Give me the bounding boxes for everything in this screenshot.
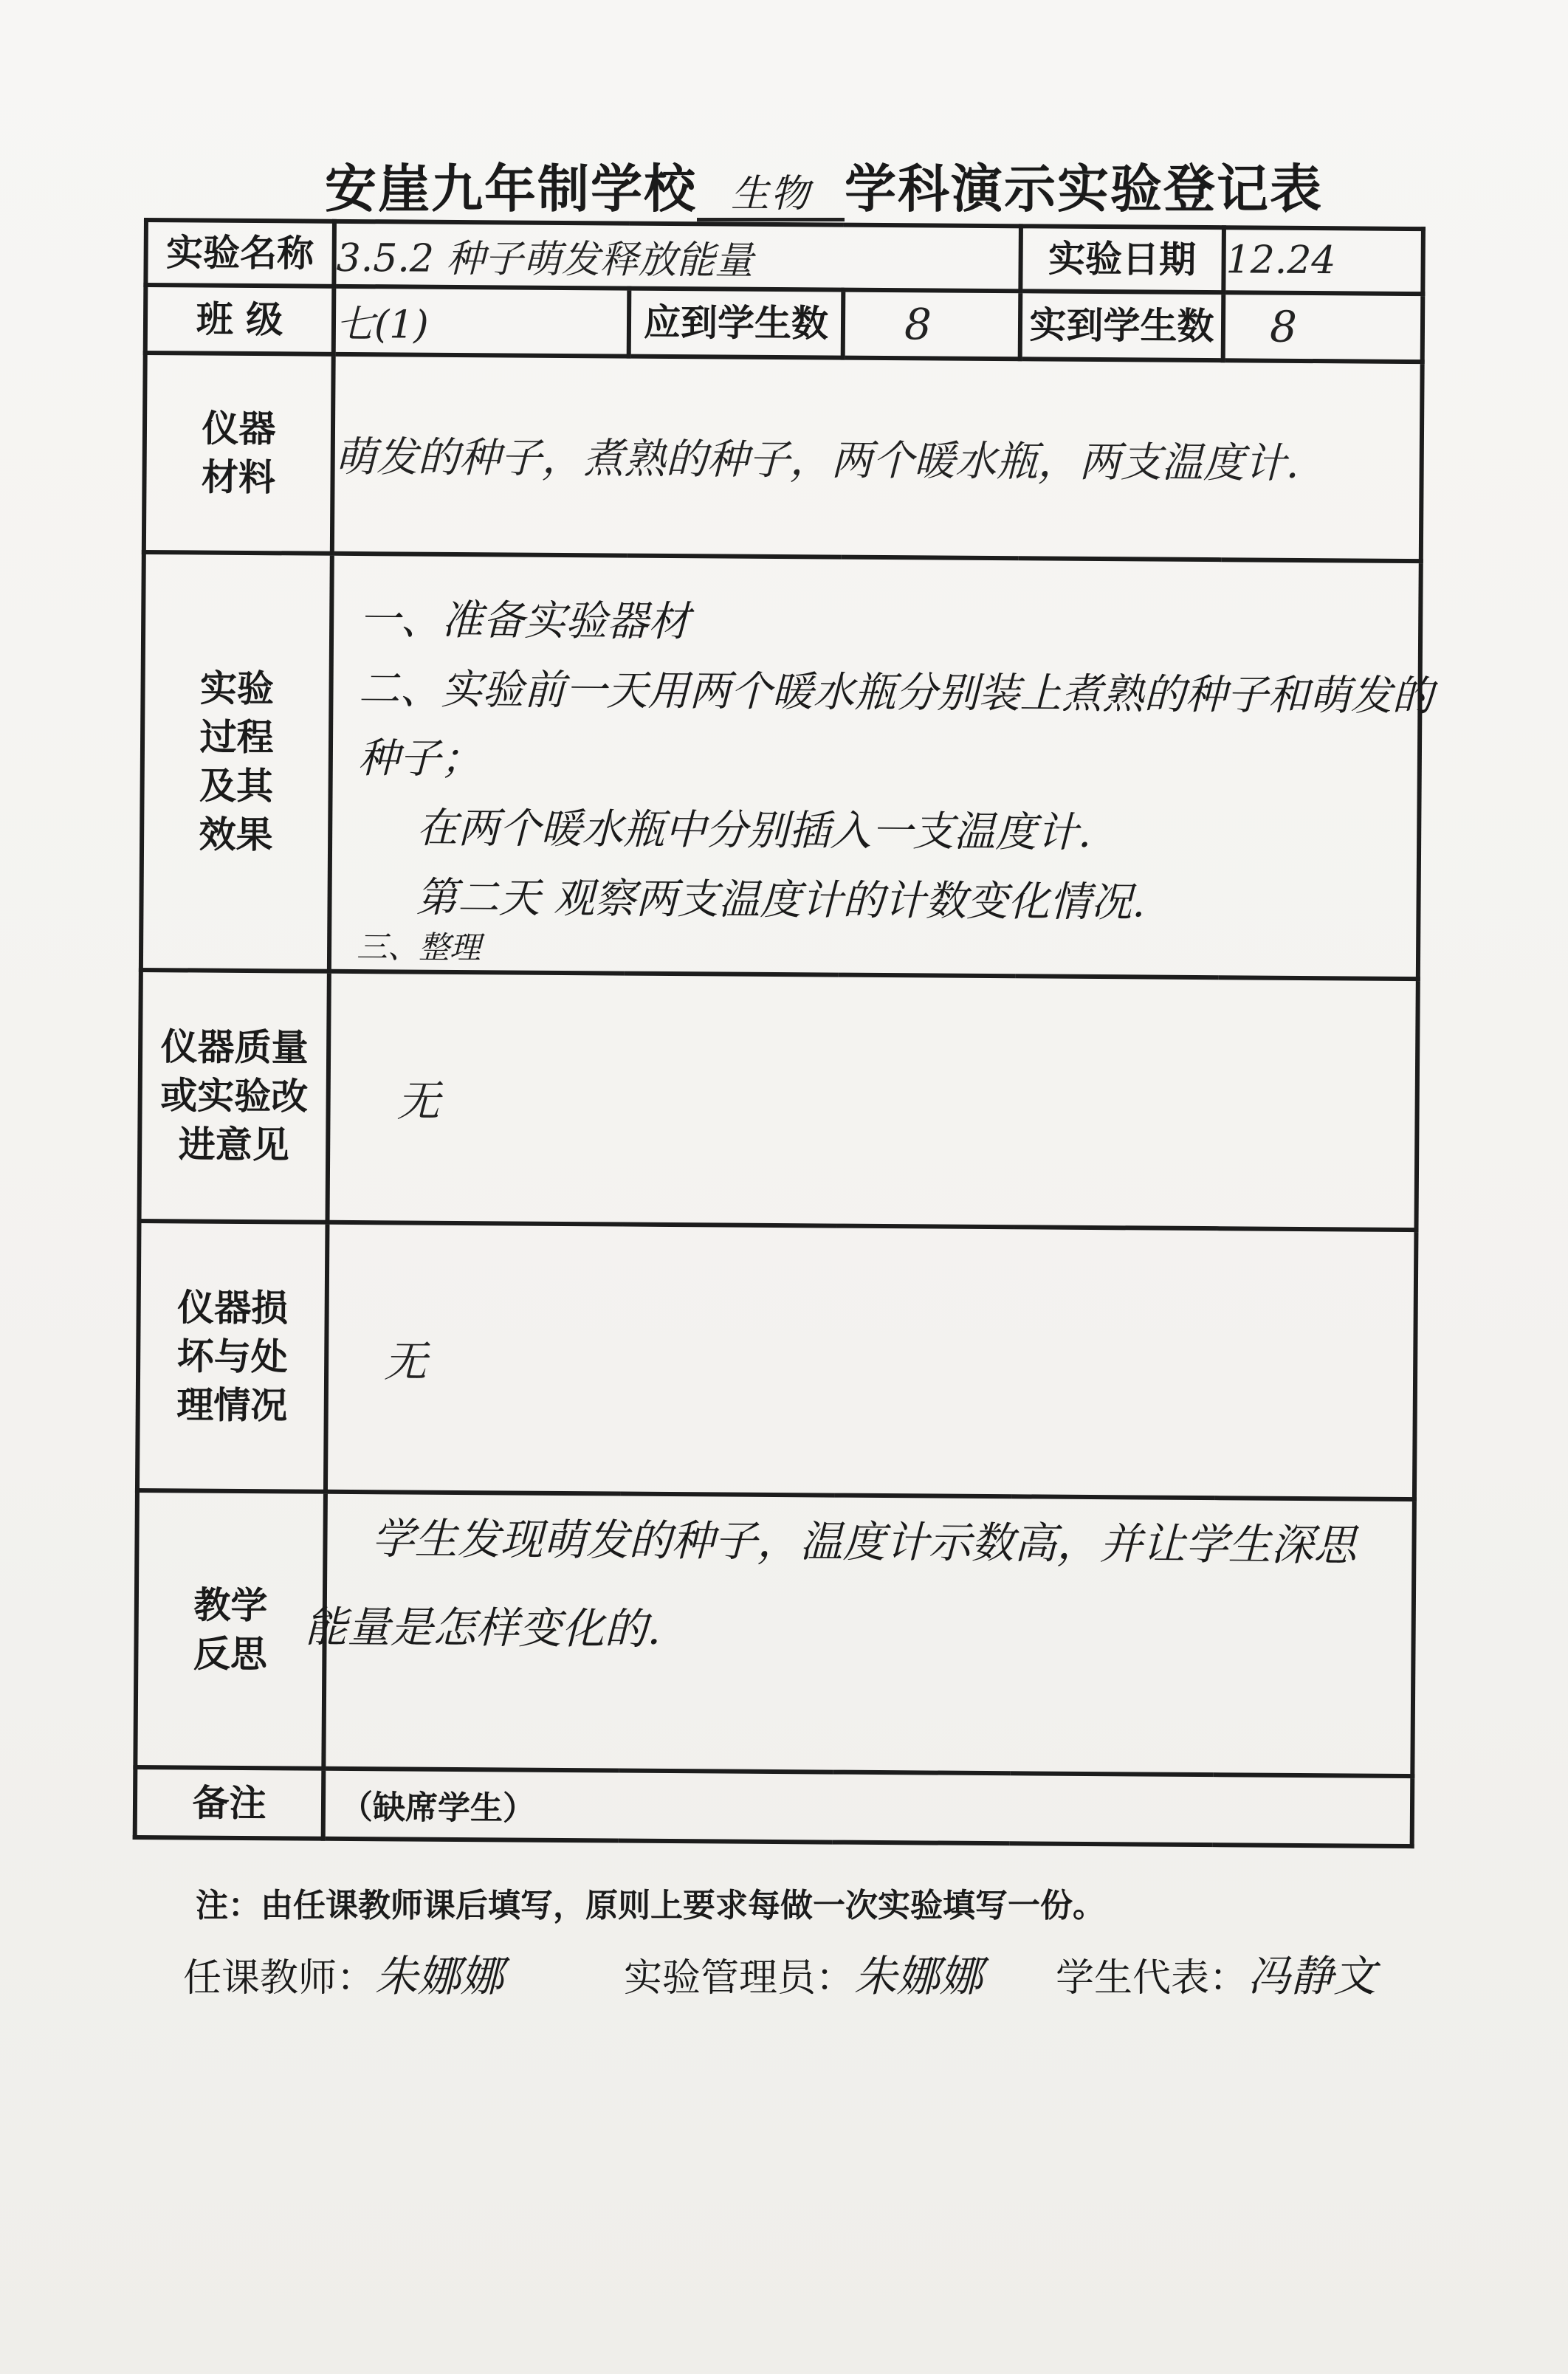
document-title — [325, 148, 1323, 229]
teacher-label: 任课教师： — [183, 1956, 376, 2000]
teacher-signature — [183, 1941, 503, 2003]
remarks-label: 备注 — [135, 1767, 324, 1839]
row-remarks — [135, 1767, 1413, 1846]
row-name-date — [145, 220, 1423, 294]
row-damage — [137, 1221, 1417, 1499]
title-suffix: 学科演示实验登记表 — [845, 159, 1323, 219]
reflection-label — [135, 1490, 326, 1769]
materials-label — [144, 353, 334, 554]
student-signature — [1056, 1941, 1376, 2003]
process-line: 在两个暖水瓶中分别插入一支温度计. — [416, 804, 1092, 857]
student-value: 冯静文 — [1248, 1951, 1377, 2001]
title-subject-field: 生物 — [697, 162, 845, 221]
damage-label-text: 仪器损坏与处理情况 — [176, 1285, 289, 1427]
process-label — [141, 552, 332, 971]
expected-students-value: 8 — [843, 290, 1021, 359]
row-quality — [140, 970, 1418, 1230]
admin-label: 实验管理员： — [624, 1956, 855, 2000]
materials-label-text: 仪器材料 — [201, 407, 276, 500]
class-label: 班 级 — [145, 285, 334, 354]
admin-signature — [624, 1941, 983, 2003]
expected-students-label: 应到学生数 — [629, 289, 844, 358]
quality-value: 无 — [328, 971, 1418, 1230]
reflection-line: 能量是怎样变化的. — [304, 1601, 661, 1654]
row-materials — [144, 353, 1423, 561]
remarks-value: （缺席学生） — [323, 1769, 1413, 1846]
process-line: 第二天 观察两支温度计的计数变化情况. — [416, 873, 1146, 927]
process-line-extra: 三、整理 — [356, 929, 481, 966]
actual-students-value: 8 — [1223, 292, 1423, 362]
experiment-name-value: 3.5.2 种子萌发释放能量 — [334, 221, 1021, 291]
process-line: 一、准备实验器材 — [358, 596, 690, 647]
footnote: 注：由任课教师课后填写，原则上要求每做一次实验填写一份。 — [196, 1887, 1105, 1924]
row-process — [141, 552, 1421, 979]
process-line: 二、实验前一天用两个暖水瓶分别装上煮熟的种子和萌发的 — [358, 665, 1434, 721]
experiment-date-value: 12.24 — [1223, 227, 1423, 294]
reflection-line: 学生发现萌发的种子，温度计示数高，并让学生深思 — [371, 1513, 1357, 1571]
class-value: 七(1) — [334, 286, 630, 357]
reflection-content — [304, 1492, 1414, 1776]
reflection-label-text: 教学反思 — [193, 1583, 268, 1676]
teacher-value: 朱娜娜 — [375, 1951, 504, 2001]
experiment-date-label: 实验日期 — [1020, 226, 1224, 292]
row-class-counts — [145, 285, 1423, 362]
quality-label — [140, 970, 329, 1222]
experiment-register-table — [133, 218, 1434, 1848]
process-content — [329, 554, 1434, 979]
process-line: 种子； — [357, 734, 483, 784]
admin-value: 朱娜娜 — [854, 1951, 983, 2001]
materials-value: 萌发的种子，煮熟的种子，两个暖水瓶，两支温度计. — [332, 354, 1423, 561]
quality-label-text: 仪器质量或实验改进意见 — [159, 1025, 309, 1167]
damage-label — [137, 1221, 328, 1492]
experiment-name-label: 实验名称 — [145, 220, 334, 286]
process-label-text: 实验过程及其效果 — [199, 667, 275, 857]
damage-value: 无 — [326, 1222, 1417, 1499]
student-label: 学生代表： — [1056, 1956, 1248, 2000]
actual-students-label: 实到学生数 — [1020, 291, 1224, 360]
title-school: 安崖九年制学校 — [325, 159, 697, 219]
row-reflection — [135, 1490, 1414, 1776]
